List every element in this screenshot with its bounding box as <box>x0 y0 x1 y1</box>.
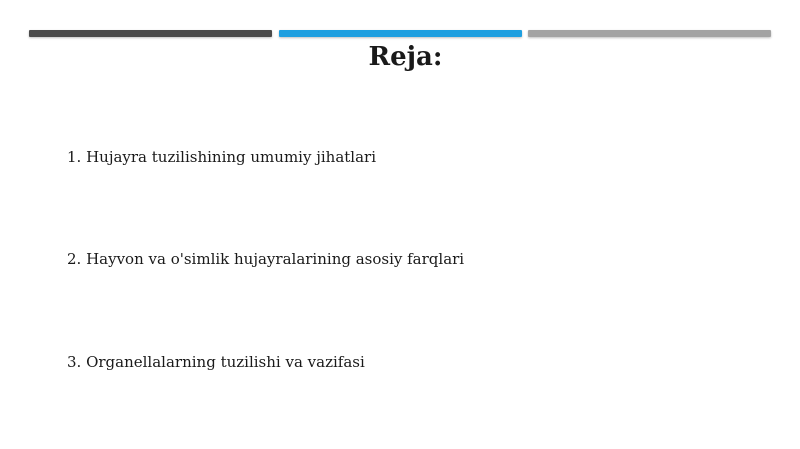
plan-item-3: 3. Organellalarning tuzilishi va vazifasi <box>67 353 365 371</box>
plan-item-1: 1. Hujayra tuzilishining umumiy jihatlari <box>67 148 376 166</box>
top-bar-dark <box>29 30 272 37</box>
top-bar-gray <box>528 30 771 37</box>
top-bar-blue <box>279 30 522 37</box>
plan-item-2: 2. Hayvon va o'simlik hujayralarining asosiy farqlari <box>67 250 465 268</box>
slide-title: Reja: <box>368 42 443 72</box>
